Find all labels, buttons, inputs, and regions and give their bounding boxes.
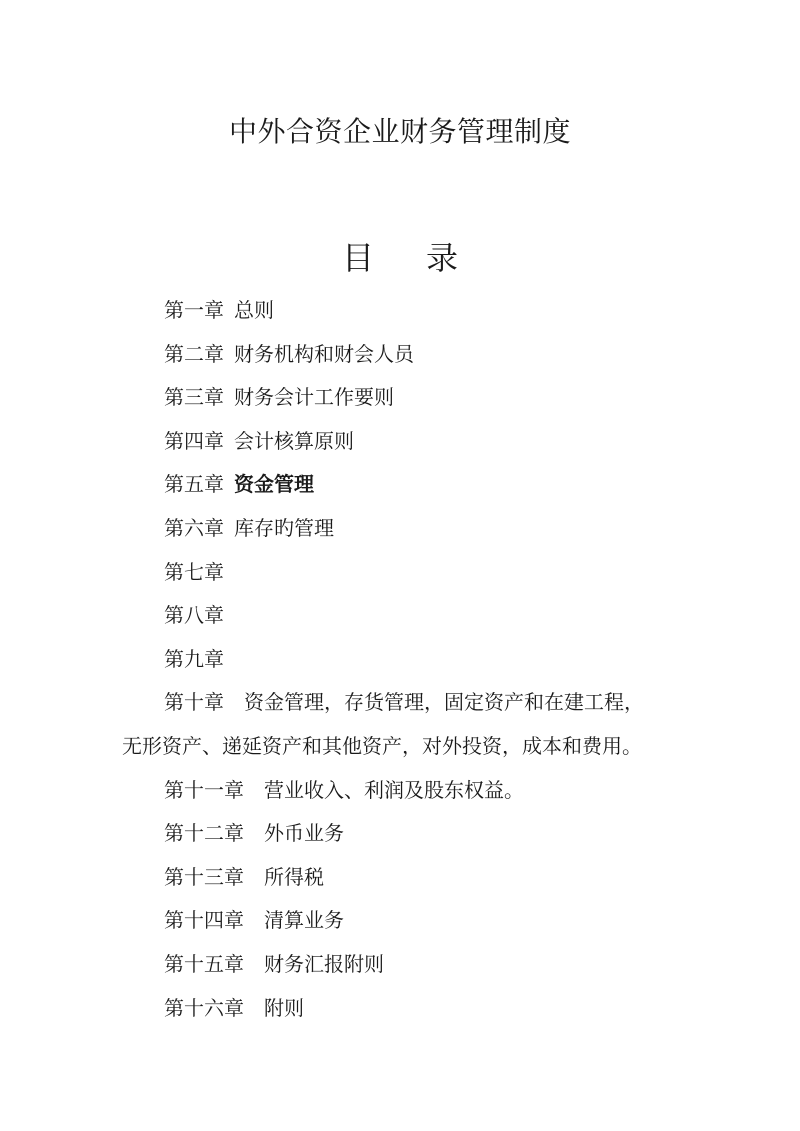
chapter-number: 第十五章 bbox=[164, 951, 244, 976]
toc-heading-char-2: 录 bbox=[426, 239, 459, 277]
toc-entry-14 bbox=[0, 899, 800, 943]
chapter-number: 第十四章 bbox=[164, 908, 244, 933]
chapter-title: 总则 bbox=[234, 298, 274, 322]
toc-entry-15 bbox=[0, 943, 800, 987]
chapter-number: 第十一章 bbox=[164, 777, 244, 802]
chapter-title: 所得税 bbox=[264, 864, 324, 889]
chapter-number: 第四章 bbox=[164, 428, 224, 453]
toc-heading-char-1: 目 bbox=[341, 239, 374, 277]
chapter-title: 库存旳管理 bbox=[234, 515, 334, 540]
chapter-number: 第十二章 bbox=[164, 821, 244, 846]
toc-entry-4 bbox=[0, 420, 800, 464]
chapter-number: 第六章 bbox=[164, 515, 224, 540]
toc-entry-5 bbox=[0, 463, 800, 507]
toc-entry-7 bbox=[0, 551, 800, 595]
chapter-number: 第七章 bbox=[164, 559, 224, 584]
chapter-number: 第十章 bbox=[164, 690, 224, 715]
chapter-title: 外币业务 bbox=[264, 821, 344, 846]
chapter-number: 第十三章 bbox=[164, 864, 244, 889]
toc-entry-6 bbox=[0, 507, 800, 551]
toc-entry-10 bbox=[0, 681, 800, 725]
chapter-title: 资金管理，存货管理，固定资产和在建工程， bbox=[244, 690, 644, 715]
toc-entry-2 bbox=[0, 333, 800, 377]
toc-entry-16 bbox=[0, 987, 800, 1031]
chapter-title: 会计核算原则 bbox=[234, 428, 354, 453]
chapter-title: 财务会计工作要则 bbox=[234, 385, 394, 410]
chapter-number: 第九章 bbox=[164, 646, 224, 671]
toc-entry-11 bbox=[0, 769, 800, 813]
toc-entry-3 bbox=[0, 376, 800, 420]
chapter-title: 财务机构和财会人员 bbox=[234, 341, 414, 366]
chapter-number: 第二章 bbox=[164, 341, 224, 366]
chapter-title: 附则 bbox=[264, 995, 304, 1020]
toc-entry-12 bbox=[0, 812, 800, 856]
chapter-title: 清算业务 bbox=[264, 908, 344, 933]
chapter-title: 财务汇报附则 bbox=[264, 951, 384, 976]
chapter-number: 第五章 bbox=[164, 472, 224, 497]
chapter-title: 资金管理 bbox=[234, 472, 314, 497]
toc-heading bbox=[0, 236, 800, 280]
chapter-number: 第一章 bbox=[164, 298, 224, 322]
chapter-title-continuation: 无形资产、递延资产和其他资产，对外投资，成本和费用。 bbox=[122, 733, 642, 758]
chapter-number: 第三章 bbox=[164, 385, 224, 410]
chapter-number: 第八章 bbox=[164, 603, 224, 628]
document-title: 中外合资企业财务管理制度 bbox=[228, 115, 571, 148]
toc-entry-8 bbox=[0, 594, 800, 638]
chapter-title: 营业收入、利润及股东权益。 bbox=[264, 777, 524, 802]
toc-entry-1 bbox=[0, 289, 800, 333]
toc-entry-13 bbox=[0, 856, 800, 900]
toc-entry-10-continuation bbox=[0, 725, 800, 769]
chapter-number: 第十六章 bbox=[164, 995, 244, 1020]
table-of-contents bbox=[0, 289, 800, 1030]
toc-entry-9 bbox=[0, 638, 800, 682]
